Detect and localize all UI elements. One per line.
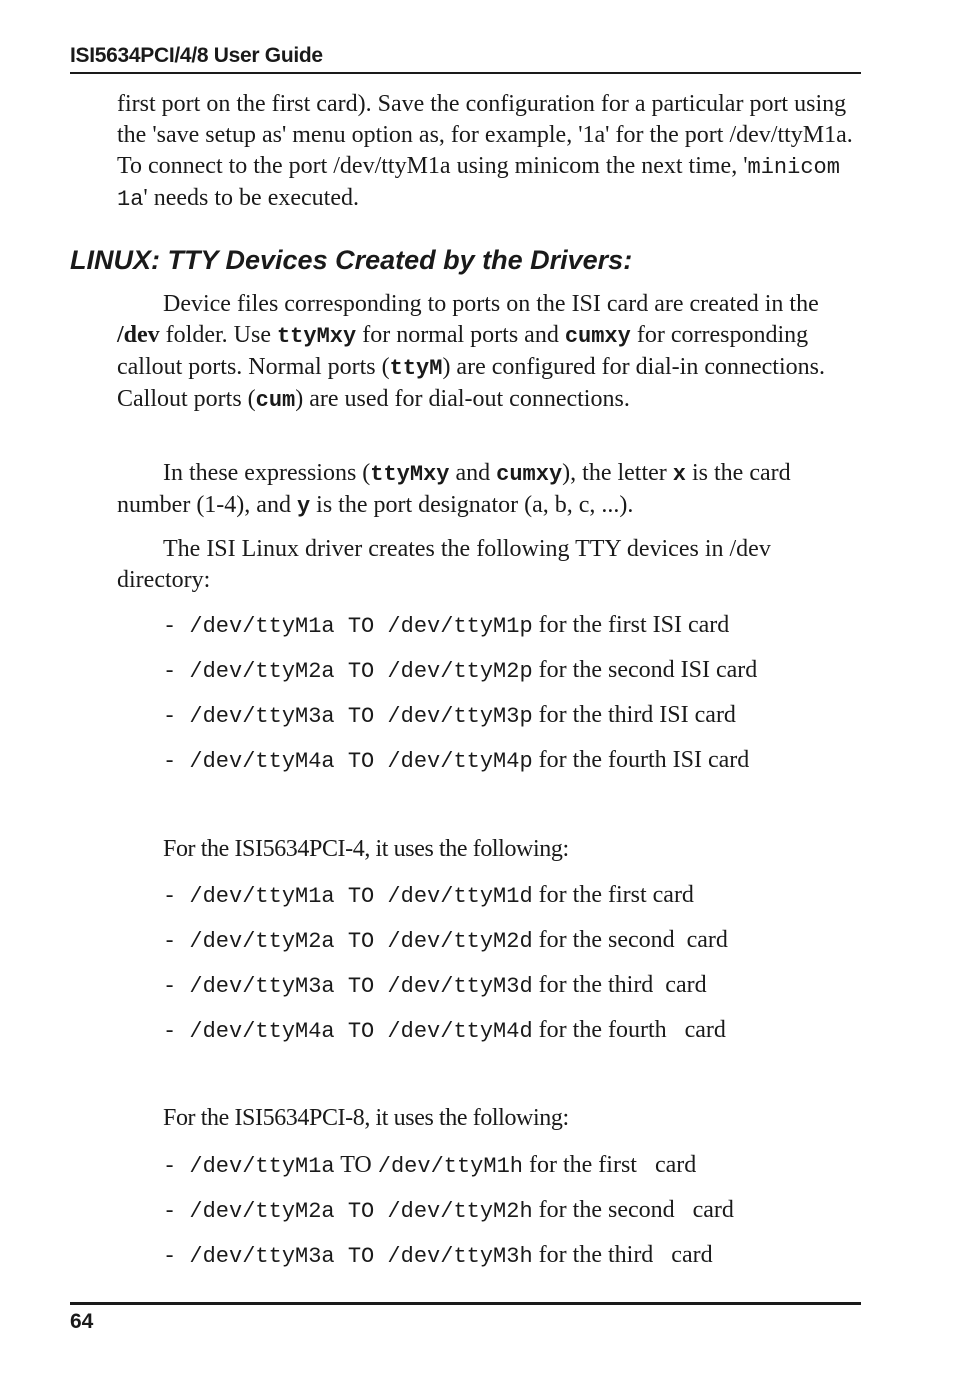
code-x: x	[672, 462, 686, 487]
code-cumxy: cumxy	[564, 324, 631, 349]
device-list-item	[163, 970, 707, 1002]
intro-code: minicom 1a	[117, 155, 840, 212]
device-range-code: - /dev/ttyM2a TO /dev/ttyM2d	[163, 929, 533, 954]
intro-text-b: ' needs to be executed.	[143, 185, 359, 211]
device-list-item	[163, 880, 694, 912]
device-range-code: - /dev/ttyM4a TO /dev/ttyM4p	[163, 749, 533, 774]
device-files-text-1: Device files corresponding to ports on the ISI card are created in the	[163, 291, 819, 317]
device-range-code: - /dev/ttyM1a TO /dev/ttyM1p	[163, 614, 533, 639]
device-files-paragraph	[117, 289, 862, 416]
expressions-text-2: and	[449, 460, 497, 486]
code-cum: cum	[255, 388, 296, 413]
intro-paragraph	[117, 89, 862, 215]
device-list-item	[163, 1195, 734, 1227]
device-list-item	[163, 1015, 726, 1047]
device-files-text-5: ) are configured for dial-in connections. Callout ports (	[117, 354, 825, 412]
device-files-text-2: folder. Use	[159, 322, 277, 348]
code-ttymxy: ttyMxy	[370, 462, 450, 487]
footer-rule	[70, 1302, 861, 1305]
device-range-code: - /dev/ttyM3a TO /dev/ttyM3h	[163, 1244, 533, 1269]
device-range-desc: for the first card	[532, 882, 694, 908]
device-range-desc: for the first ISI card	[532, 612, 730, 638]
header-rule	[70, 72, 861, 74]
device-range-desc: for the fourth card	[532, 1017, 726, 1043]
driver-creates-text: The ISI Linux driver creates the following TTY devices in /dev directory:	[117, 536, 771, 593]
dev-folder-text: /dev	[117, 322, 160, 348]
pci8-heading: For the ISI5634PCI-8, it uses the following:	[163, 1105, 569, 1131]
code-ttym: ttyM	[389, 356, 443, 381]
expressions-text-4: is the card number (1-4), and	[117, 460, 791, 518]
expressions-paragraph	[117, 458, 862, 522]
device-range-desc: for the fourth ISI card	[532, 747, 750, 773]
expressions-text-3: ), the letter	[562, 460, 673, 486]
device-range-code: - /dev/ttyM4a TO /dev/ttyM4d	[163, 1019, 533, 1044]
device-list-item	[163, 1150, 696, 1182]
running-header: ISI5634PCI/4/8 User Guide	[70, 44, 323, 67]
code-cumxy: cumxy	[496, 462, 563, 487]
expressions-text-5: is the port designator (a, b, c, ...).	[310, 492, 634, 518]
device-range-to: TO	[334, 1152, 378, 1178]
driver-creates-paragraph	[117, 534, 862, 596]
device-range-desc: for the second card	[532, 1197, 734, 1223]
device-files-text-6: ) are used for dial-out connections.	[295, 386, 630, 412]
device-list-item	[163, 1240, 713, 1272]
page-number: 64	[70, 1310, 94, 1333]
device-list-item	[163, 700, 736, 732]
device-range-desc: for the first card	[523, 1152, 697, 1178]
code-ttymxy: ttyMxy	[276, 324, 357, 349]
code-y: y	[296, 494, 311, 519]
intro-text-a: first port on the first card). Save the configuration for a particular port using the 'save setup as' menu option as, for example, '1a' for the port /dev/ttyM1a. To connect to the port /dev/ttyM1a using minicom the next time, '	[117, 91, 853, 179]
expressions-text-1: In these expressions (	[163, 460, 371, 486]
device-range-desc: for the third card	[532, 972, 707, 998]
device-range-desc: for the third ISI card	[532, 702, 736, 728]
section-heading: LINUX: TTY Devices Created by the Drivers:	[70, 245, 633, 275]
device-range-code: - /dev/ttyM2a TO /dev/ttyM2p	[163, 659, 533, 684]
device-files-text-4: for corresponding callout ports. Normal ports (	[117, 322, 809, 380]
device-range-code: - /dev/ttyM2a TO /dev/ttyM2h	[163, 1199, 533, 1224]
device-list-item	[163, 655, 757, 687]
pci4-heading: For the ISI5634PCI-4, it uses the following:	[163, 836, 569, 862]
device-list-item	[163, 925, 728, 957]
device-files-text-3: for normal ports and	[356, 322, 565, 348]
device-range-code: - /dev/ttyM1a TO /dev/ttyM1d	[163, 884, 533, 909]
device-range-code: - /dev/ttyM3a TO /dev/ttyM3d	[163, 974, 533, 999]
device-range-desc: for the second card	[532, 927, 728, 953]
device-list-item	[163, 610, 729, 642]
device-range-code: - /dev/ttyM1a	[163, 1154, 335, 1179]
device-range-code: /dev/ttyM1h	[377, 1154, 523, 1179]
device-range-desc: for the second ISI card	[532, 657, 758, 683]
device-range-desc: for the third card	[532, 1242, 713, 1268]
device-range-code: - /dev/ttyM3a TO /dev/ttyM3p	[163, 704, 533, 729]
device-list-item	[163, 745, 749, 777]
